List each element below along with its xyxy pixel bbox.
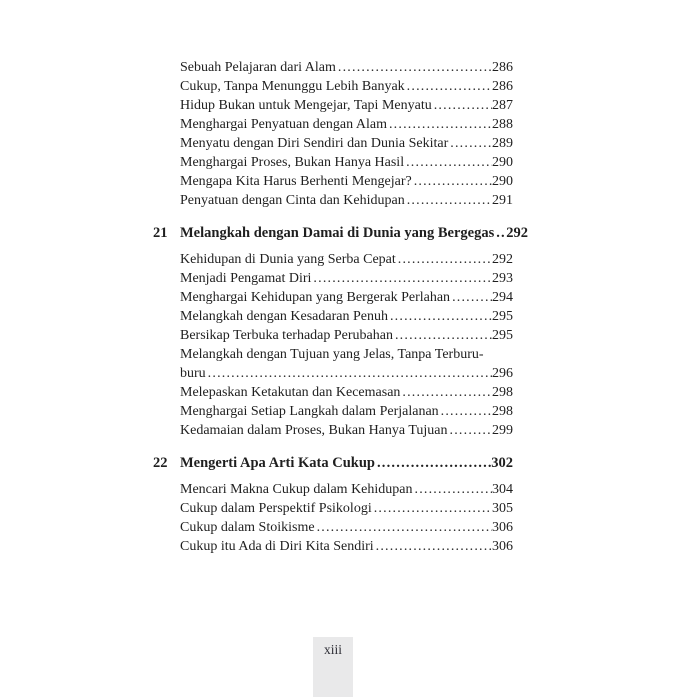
entry-page-ref: 293: [492, 271, 513, 286]
entry-page-ref: 295: [492, 309, 513, 324]
toc-entry: [153, 191, 513, 210]
entry-page-ref: 286: [492, 60, 513, 75]
dot-leader: [448, 134, 492, 153]
entry-title: Melangkah dengan Kesadaran Penuh: [180, 309, 388, 324]
entry-page-ref: 305: [492, 501, 513, 516]
entry-page-ref: 304: [492, 482, 513, 497]
entry-page-ref: 289: [492, 136, 513, 151]
entry-title: Cukup dalam Perspektif Psikologi: [180, 501, 372, 516]
toc-entry: [153, 402, 513, 421]
entry-title: Bersikap Terbuka terhadap Perubahan: [180, 328, 393, 343]
entry-title: Cukup, Tanpa Menunggu Lebih Banyak: [180, 79, 405, 94]
toc-entry: [153, 326, 513, 345]
dot-leader: [405, 191, 492, 210]
dot-leader: [412, 172, 492, 191]
toc-entry: [153, 269, 513, 288]
entry-title: Menghargai Kehidupan yang Bergerak Perlahan: [180, 290, 451, 305]
dot-leader: [387, 115, 492, 134]
toc-entry: [153, 58, 513, 77]
chapter-page-ref: 302: [491, 455, 513, 471]
toc-entry: [153, 288, 513, 307]
entry-title: Hidup Bukan untuk Mengejar, Tapi Menyatu: [180, 98, 432, 113]
entry-page-ref: 298: [492, 385, 513, 400]
entry-page-ref: 287: [492, 98, 513, 113]
dot-leader: [372, 499, 492, 518]
toc-entry-wrapped-line: [153, 345, 513, 364]
toc-entry: [153, 96, 513, 115]
entry-title: Cukup dalam Stoikisme: [180, 520, 315, 535]
dot-leader: [388, 307, 492, 326]
entry-title: Mengapa Kita Harus Berhenti Mengejar?: [180, 174, 412, 189]
entry-title: Mencari Makna Cukup dalam Kehidupan: [180, 482, 413, 497]
dot-leader: [432, 96, 492, 115]
table-of-contents: [153, 58, 528, 556]
dot-leader: [448, 421, 492, 440]
chapter-title: Mengerti Apa Arti Kata Cukup: [180, 455, 375, 471]
entry-title: Cukup itu Ada di Diri Kita Sendiri: [180, 539, 374, 554]
dot-leader: [494, 224, 506, 243]
dot-leader: [206, 364, 492, 383]
toc-entry: [153, 537, 513, 556]
toc-chapter-heading: [153, 224, 528, 243]
toc-entry: [153, 77, 513, 96]
dot-leader: [375, 454, 491, 473]
entry-page-ref: 298: [492, 404, 513, 419]
dot-leader: [374, 537, 492, 556]
entry-page-ref: 296: [492, 366, 513, 381]
entry-title: Penyatuan dengan Cinta dan Kehidupan: [180, 193, 405, 208]
chapter-page-ref: 292: [506, 225, 528, 241]
dot-leader: [404, 153, 492, 172]
toc-entry: [153, 480, 513, 499]
entry-page-ref: 286: [492, 79, 513, 94]
toc-entry: [153, 364, 513, 383]
toc-entry: [153, 115, 513, 134]
entry-page-ref: 306: [492, 520, 513, 535]
entry-title: Kehidupan di Dunia yang Serba Cepat: [180, 252, 396, 267]
entry-title: Melangkah dengan Tujuan yang Jelas, Tanpa Terburu-: [180, 347, 484, 362]
entry-title: Menghargai Proses, Bukan Hanya Hasil: [180, 155, 405, 170]
entry-title: Melepaskan Ketakutan dan Kecemasan: [180, 385, 401, 400]
entry-title: Kedamaian dalam Proses, Bukan Hanya Tujuan: [180, 423, 448, 438]
folio-page-number: xiii: [323, 642, 342, 657]
toc-entry: [153, 421, 513, 440]
entry-title: buru: [180, 366, 206, 381]
toc-chapter-heading: [153, 454, 513, 473]
dot-leader: [450, 288, 492, 307]
dot-leader: [311, 269, 492, 288]
entry-page-ref: 290: [492, 155, 513, 170]
entry-title: Menjadi Pengamat Diri: [180, 271, 312, 286]
entry-title: Menghargai Penyatuan dengan Alam: [180, 117, 387, 132]
toc-entry: [153, 307, 513, 326]
toc-entry: [153, 383, 513, 402]
entry-page-ref: 294: [492, 290, 513, 305]
entry-title: Menghargai Setiap Langkah dalam Perjalanan: [180, 404, 439, 419]
toc-entry: [153, 134, 513, 153]
dot-leader: [405, 77, 492, 96]
dot-leader: [336, 58, 492, 77]
dot-leader: [400, 383, 492, 402]
toc-entry: [153, 250, 513, 269]
entry-page-ref: 290: [492, 174, 513, 189]
dot-leader: [439, 402, 492, 421]
dot-leader: [315, 518, 492, 537]
entry-page-ref: 288: [492, 117, 513, 132]
entry-page-ref: 299: [492, 423, 513, 438]
dot-leader: [413, 480, 493, 499]
toc-entry: [153, 499, 513, 518]
entry-page-ref: 292: [492, 252, 513, 267]
dot-leader: [396, 250, 492, 269]
dot-leader: [393, 326, 492, 345]
entry-page-ref: 306: [492, 539, 513, 554]
chapter-number: 21: [153, 225, 168, 241]
chapter-number: 22: [153, 455, 168, 471]
chapter-title: Melangkah dengan Damai di Dunia yang Bergegas: [180, 225, 495, 241]
entry-page-ref: 295: [492, 328, 513, 343]
entry-page-ref: 291: [492, 193, 513, 208]
entry-title: Menyatu dengan Diri Sendiri dan Dunia Sekitar: [180, 136, 449, 151]
toc-entry: [153, 172, 513, 191]
toc-entry: [153, 518, 513, 537]
toc-entry: [153, 153, 513, 172]
entry-title: Sebuah Pelajaran dari Alam: [180, 60, 336, 75]
